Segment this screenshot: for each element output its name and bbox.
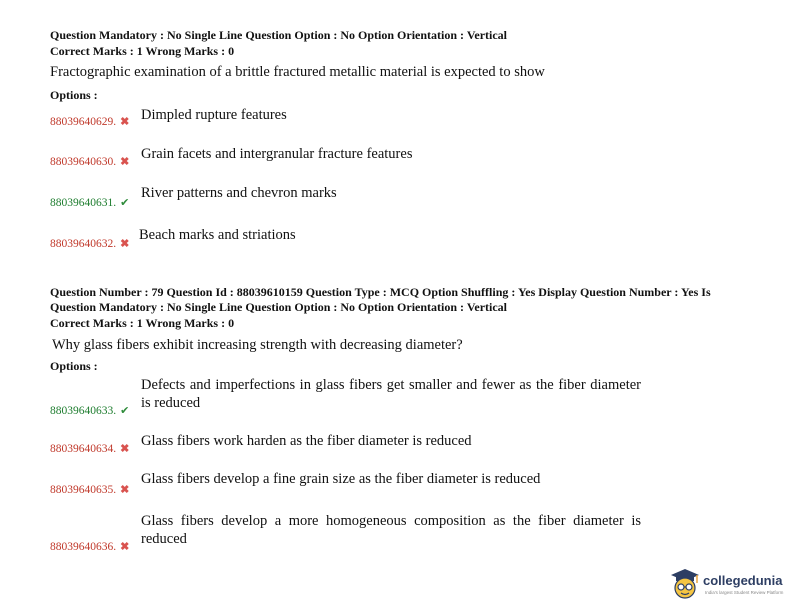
mascot-icon bbox=[668, 566, 702, 602]
q79-meta-line-2: Question Mandatory : No Single Line Question Option : No Option Orientation : Vertical bbox=[50, 300, 508, 314]
q78-meta-line-1: Question Mandatory : No Single Line Question Option : No Option Orientation : Vertical bbox=[50, 28, 508, 42]
q79-meta-line-1: Question Number : 79 Question Id : 88039610159 Question Type : MCQ Option Shuffling : Yes Display Question Number : Yes Is bbox=[50, 285, 711, 299]
q78-option-4-text: Beach marks and striations bbox=[139, 227, 296, 243]
collegedunia-logo bbox=[668, 566, 786, 606]
q79-option-3-text: Glass fibers develop a fine grain size as the fiber diameter is reduced bbox=[141, 471, 541, 487]
q78-option-2 bbox=[50, 152, 129, 170]
q79-meta-line-3: Correct Marks : 1 Wrong Marks : 0 bbox=[50, 316, 235, 330]
q78-options-label: Options : bbox=[50, 88, 98, 102]
option-id: 88039640635. bbox=[50, 484, 117, 496]
q79-option-1-text: Defects and imperfections in glass fibers get smaller and fewer as the fiber diameter is reduced bbox=[141, 377, 641, 411]
option-id: 88039640629. bbox=[50, 116, 117, 128]
q79-option-4 bbox=[50, 537, 129, 555]
q79-option-3 bbox=[50, 480, 129, 498]
q78-option-1 bbox=[50, 112, 129, 130]
option-id: 88039640633. bbox=[50, 405, 117, 417]
correct-check-icon: ✔ bbox=[120, 196, 130, 209]
wrong-mark-icon: ✖ bbox=[120, 442, 130, 455]
q78-option-2-text: Grain facets and intergranular fracture features bbox=[141, 146, 413, 162]
logo-tagline: India's largest Student Review Platform bbox=[705, 590, 784, 595]
option-id: 88039640631. bbox=[50, 197, 117, 209]
q79-option-4-text: Glass fibers develop a more homogeneous composition as the fiber diameter is reduced bbox=[141, 513, 641, 547]
option-id: 88039640632. bbox=[50, 238, 117, 250]
q79-question-text: Why glass fibers exhibit increasing strength with decreasing diameter? bbox=[52, 337, 463, 353]
q78-meta-line-2: Correct Marks : 1 Wrong Marks : 0 bbox=[50, 44, 235, 58]
q79-options-label: Options : bbox=[50, 359, 98, 373]
q78-option-4 bbox=[50, 234, 129, 252]
q78-option-3 bbox=[50, 193, 129, 211]
option-id: 88039640630. bbox=[50, 156, 117, 168]
q79-option-2-text: Glass fibers work harden as the fiber diameter is reduced bbox=[141, 433, 472, 449]
wrong-mark-icon: ✖ bbox=[120, 155, 130, 168]
logo-wordmark: collegedunia bbox=[703, 573, 783, 588]
q78-question-text: Fractographic examination of a brittle fractured metallic material is expected to show bbox=[50, 64, 545, 80]
q79-option-2 bbox=[50, 439, 129, 457]
option-id: 88039640636. bbox=[50, 541, 117, 553]
wrong-mark-icon: ✖ bbox=[120, 237, 130, 250]
wrong-mark-icon: ✖ bbox=[120, 115, 130, 128]
correct-check-icon: ✔ bbox=[120, 404, 130, 417]
option-id: 88039640634. bbox=[50, 443, 117, 455]
q78-option-1-text: Dimpled rupture features bbox=[141, 107, 287, 123]
wrong-mark-icon: ✖ bbox=[120, 540, 130, 553]
wrong-mark-icon: ✖ bbox=[120, 483, 130, 496]
q79-option-1 bbox=[50, 401, 129, 419]
q78-option-3-text: River patterns and chevron marks bbox=[141, 185, 337, 201]
